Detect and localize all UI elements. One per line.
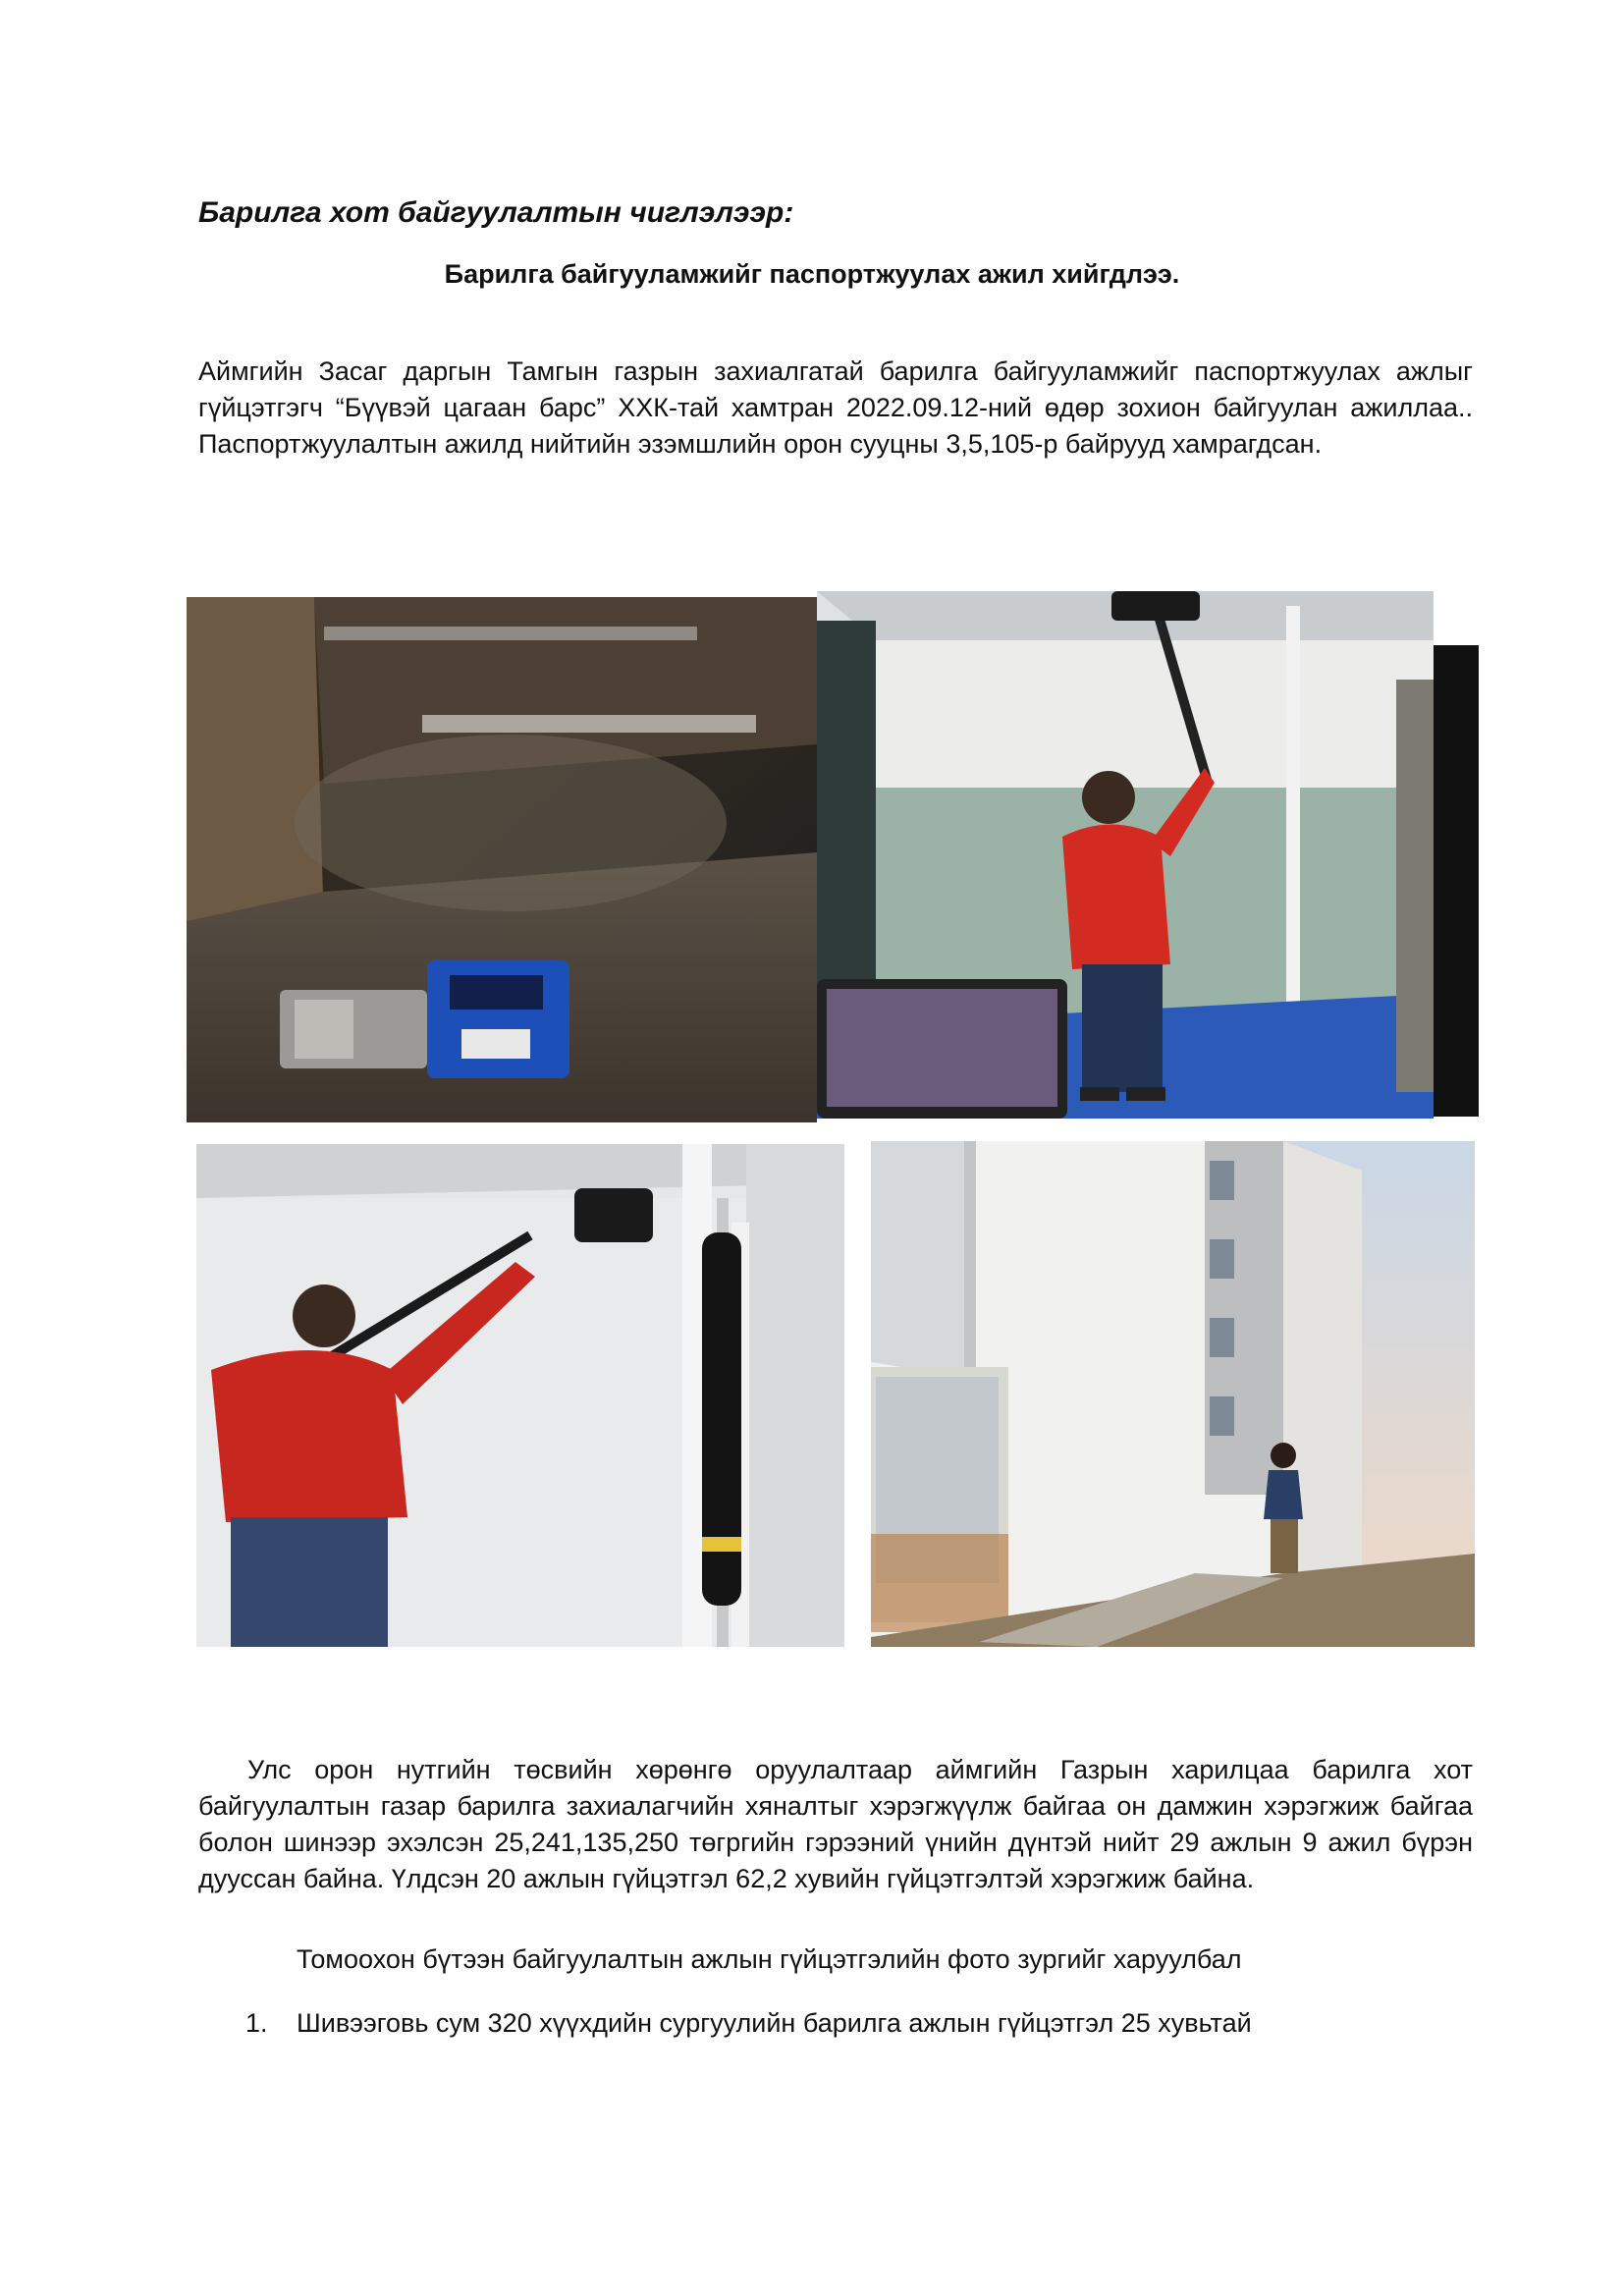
photo-worker-scanning-ceiling	[817, 591, 1479, 1119]
photo-apartment-building-exterior	[871, 1141, 1475, 1647]
photo-intro-text: Томоохон бүтээн байгуулалтын ажлын гүйцэтгэлийн фото зургийг харуулбал	[297, 1944, 1242, 1974]
list-item-text: Шивээговь сум 320 хүүхдийн сургуулийн барилга ажлын гүйцэтгэл 25 хувьтай	[297, 2008, 1252, 2038]
list-item	[245, 2008, 1252, 2039]
investment-paragraph: Улс орон нутгийн төсвийн хөрөнгө оруулалтаар аймгийн Газрын харилцаа барилга хот байгуулалтын газар барилга захиалагчийн хяналтыг хэрэгжүүлж байгаа он дамжин хэрэгжиж байгаа болон шинээр эхэлсэн 25,241,135,250 төгргийн гэрээний үнийн дүнтэй нийт 29 ажлын 9 ажил бүрэн дууссан байна. Үлдсэн 20 ажлын гүйцэтгэл 62,2 хувийн гүйцэтгэлтэй хэрэгжиж байна.	[198, 1755, 1473, 1893]
photo-basement-scanner	[187, 597, 817, 1122]
section-heading: Барилга хот байгуулалтын чиглэлээр:	[198, 196, 794, 229]
subheading: Барилга байгууламжийг паспортжуулах ажил хийгдлээ.	[444, 259, 1180, 289]
intro-paragraph: Аймгийн Засаг даргын Тамгын газрын захиалгатай барилга байгууламжийг паспортжуулах ажлыг гүйцэтгэгч “Бүүвэй цагаан барс” ХХК-тай хамтран 2022.09.12-ний өдөр зохион байгуулан ажиллаа.. Паспортжуулалтын ажилд нийтийн эзэмшлийн орон сууцны 3,5,105-р байрууд хамрагдсан.	[198, 356, 1473, 459]
photo-worker-scanning-stairwell	[196, 1144, 844, 1647]
list-item-number: 1.	[245, 2008, 268, 2038]
